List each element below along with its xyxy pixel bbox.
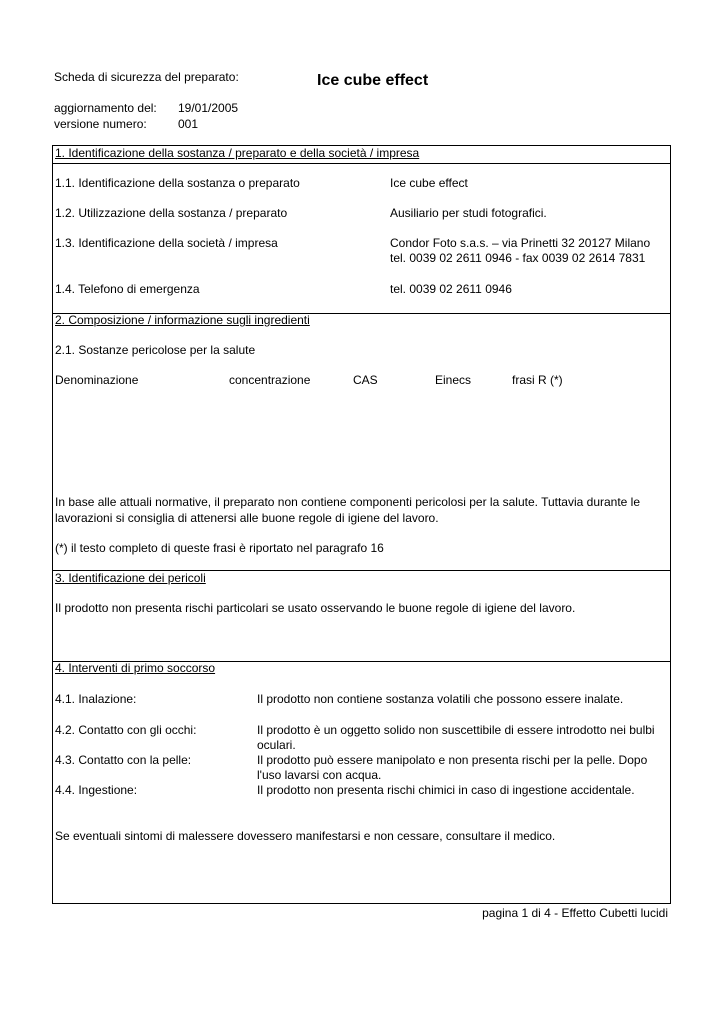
col-frasi-r: frasi R (*) — [512, 373, 563, 387]
s4-row2-label: 4.2. Contatto con gli occhi: — [55, 723, 197, 737]
s1-row2-value: Ausiliario per studi fotografici. — [390, 206, 547, 220]
col-concentrazione: concentrazione — [229, 373, 311, 387]
s1-row2-label: 1.2. Utilizzazione della sostanza / preparato — [55, 206, 288, 220]
version-label: versione numero: — [54, 117, 147, 131]
s4-row3-value: Il prodotto può essere manipolato e non presenta rischi per la pelle. Dopo l'uso lavarsi con acqua. — [257, 753, 648, 782]
company-address: Condor Foto s.a.s. – via Prinetti 32 20127 Milano — [390, 236, 651, 250]
s2-footnote: (*) il testo completo di queste frasi è riportato nel paragrafo 16 — [55, 541, 384, 555]
s3-text: Il prodotto non presenta rischi particolari se usato osservando le buone regole di igiene del lavoro. — [55, 601, 576, 615]
section-3-heading: 3. Identificazione dei pericoli — [55, 571, 206, 585]
company-phone-fax: tel. 0039 02 2611 0946 - fax 0039 02 2614 7831 — [390, 251, 646, 265]
section-1-heading: 1. Identificazione della sostanza / preparato e della società / impresa — [55, 146, 420, 160]
s1-row4-label: 1.4. Telefono di emergenza — [55, 282, 200, 296]
section-2-heading: 2. Composizione / informazione sugli ingredienti — [55, 313, 310, 327]
s4-row3-label: 4.3. Contatto con la pelle: — [55, 753, 192, 767]
s1-row1-value: Ice cube effect — [390, 176, 468, 190]
s1-row3-label: 1.3. Identificazione della società / impresa — [55, 236, 278, 250]
s2-subheading: 2.1. Sostanze pericolose per la salute — [55, 343, 256, 357]
col-cas: CAS — [353, 373, 378, 387]
s4-row1-value: Il prodotto non contiene sostanza volatili che possono essere inalate. — [257, 692, 624, 706]
document-label: Scheda di sicurezza del preparato: — [54, 70, 239, 84]
col-einecs: Einecs — [435, 373, 472, 387]
version-number: 001 — [178, 117, 199, 131]
update-date: 19/01/2005 — [178, 101, 239, 115]
s4-row1-label: 4.1. Inalazione: — [55, 692, 137, 706]
s4-row4-label: 4.4. Ingestione: — [55, 783, 138, 797]
s4-closing-text: Se eventuali sintomi di malessere dovessero manifestarsi e non cessare, consultare il medico. — [55, 829, 556, 843]
s4-row2-value: Il prodotto è un oggetto solido non suscettibile di essere introdotto nei bulbi oculari. — [257, 723, 655, 752]
emergency-phone: tel. 0039 02 2611 0946 — [390, 282, 512, 296]
s2-note: In base alle attuali normative, il preparato non contiene componenti pericolosi per la salute. Tuttavia durante le lavorazioni si consiglia di attenersi alle buone regole di igiene del lavoro. — [55, 495, 641, 525]
s4-row4-value: Il prodotto non presenta rischi chimici in caso di ingestione accidentale. — [257, 783, 635, 797]
update-label: aggiornamento del: — [54, 101, 157, 115]
s1-row1-label: 1.1. Identificazione della sostanza o preparato — [55, 176, 300, 190]
section-divider — [53, 163, 670, 164]
product-title: Ice cube effect — [317, 72, 429, 89]
page-footer: pagina 1 di 4 - Effetto Cubetti lucidi — [482, 906, 668, 920]
section-4-heading: 4. Interventi di primo soccorso — [55, 661, 216, 675]
col-denominazione: Denominazione — [55, 373, 139, 387]
